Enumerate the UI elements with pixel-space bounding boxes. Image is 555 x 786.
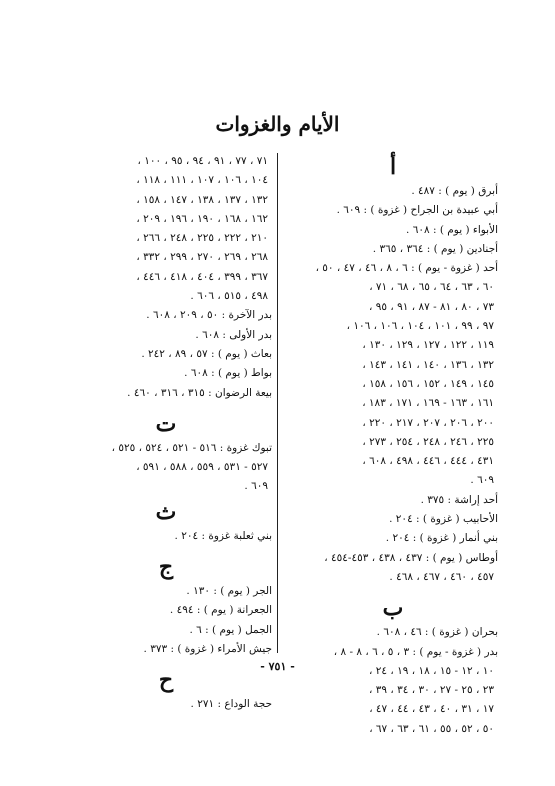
index-entry: ٥٢٧ - ٥٣١ ، ٥٥٩ ، ٥٨٨ ، ٥٩١ ، — [136, 461, 268, 474]
section-letter: ج — [158, 554, 174, 581]
index-entry: بعاث ( يوم ) : ٥٧ ، ٨٩ ، ٢٤٢ . — [141, 347, 272, 360]
column-divider — [277, 153, 278, 653]
index-entry: ٤٣١ ، ٤٤٤ ، ٤٤٦ ، ٤٩٨ ، ٦٠٨ ، — [362, 455, 494, 468]
index-entry: ١٣٢ ، ١٣٧ ، ١٣٨ ، ١٤٧ ، ١٥٨ ، — [136, 193, 268, 206]
index-entry: الجعرانة ( يوم ) : ٤٩٤ . — [169, 604, 272, 617]
index-entry: تبوك غزوة : ٥١٦ - ٥٢١ ، ٥٢٤ ، ٥٢٥ ، — [111, 441, 272, 454]
page-number: - ٧٥١ - — [260, 660, 295, 673]
index-entry: أبي عبيدة بن الجراح ( غزوة ) : ٦٠٩ . — [336, 204, 498, 217]
index-entry: ١٠٤ ، ١٠٦ ، ١٠٧ ، ١١١ ، ١١٨ ، — [136, 174, 268, 187]
page-title: الأيام والغزوات — [215, 112, 340, 136]
index-entry: ٤٥٧ ، ٤٦٠ ، ٤٦٧ ، ٤٦٨ . — [389, 570, 494, 583]
index-entry: الأحابيب ( غزوة ) : ٢٠٤ . — [389, 513, 498, 526]
index-entry: ٤٩٨ ، ٥١٥ ، ٦٠٦ . — [190, 290, 268, 303]
index-entry: ٢١٠ ، ٢٢٢ ، ٢٢٥ ، ٢٤٨ ، ٢٦٦ ، — [136, 232, 268, 245]
index-entry: ٣٦٧ ، ٣٩٩ ، ٤٠٤ ، ٤١٨ ، ٤٤٦ ، — [136, 270, 268, 283]
index-entry: أحد ( غزوة - يوم ) : ٦ ، ٨ ، ٤٦ ، ٤٧ ، ٥٠ ، — [315, 262, 498, 275]
index-entry: ٩٧ ، ٩٩ ، ١٠١ ، ١٠٤ ، ١٠٦ ، ١٠٦ ، — [346, 320, 494, 333]
index-entry: الجر ( يوم ) : ١٣٠ . — [186, 585, 272, 598]
index-entry: ١٦١ ، ١٦٣ - ١٦٩ ، ١٧١ ، ١٨٣ ، — [362, 397, 494, 410]
index-entry: بني ثعلبة غزوة : ٢٠٤ . — [174, 529, 272, 542]
index-entry: بواط ( يوم ) : ٦٠٨ . — [184, 367, 272, 380]
index-entry: جيش الأمراء ( غزوة ) : ٣٧٣ . — [143, 642, 272, 655]
index-entry: ١٧ ، ٣١ ، ٤٠ ، ٤٣ ، ٤٤ ، ٤٧ ، — [369, 703, 494, 716]
index-entry: ١٠ ، ١٢ - ١٥ ، ١٨ ، ١٩ ، ٢٤ ، — [369, 664, 494, 677]
index-entry: بدر الآخرة : ٥٠ ، ٢٠٩ ، ٦٠٨ . — [146, 309, 272, 322]
index-column-left — [60, 152, 272, 715]
index-entry: الجمل ( يوم ) : ٦ . — [189, 623, 272, 636]
index-entry: بني أنمار ( غزوة ) : ٢٠٤ . — [385, 532, 498, 545]
section-letter: ث — [155, 498, 177, 525]
section-letter: ت — [155, 410, 177, 437]
section-letter: ب — [382, 595, 404, 622]
index-entry: ٧٣ ، ٨٠ ، ٨١ - ٨٧ ، ٩١ ، ٩٥ ، — [369, 300, 494, 313]
index-entry: ٦٠٩ . — [470, 474, 494, 487]
index-entry: ٢٢٥ ، ٢٤٦ ، ٢٤٨ ، ٢٥٤ ، ٢٧٣ ، — [362, 435, 494, 448]
section-letter: ح — [158, 667, 174, 694]
index-entry: ١٣٢ ، ١٣٦ ، ١٤٠ ، ١٤١ ، ١٤٣ ، — [362, 358, 494, 371]
index-entry: ٦٠٩ . — [244, 480, 268, 493]
index-entry: ٢٠٠ ، ٢٠٦ ، ٢٠٧ ، ٢١٧ ، ٢٢٠ ، — [362, 416, 494, 429]
index-column-right — [288, 152, 498, 739]
index-entry: ٢٣ ، ٢٥ - ٢٧ ، ٣٠ ، ٣٤ ، ٣٩ ، — [369, 684, 494, 697]
index-entry: ٧١ ، ٧٧ ، ٩١ ، ٩٤ ، ٩٥ ، ١٠٠ ، — [137, 155, 268, 167]
section-letter: أ — [389, 154, 397, 180]
index-entry: حجة الوداع : ٢٧١ . — [190, 698, 272, 711]
index-entry: ٦٠ ، ٦٣ ، ٦٤ ، ٦٥ ، ٦٨ ، ٧١ ، — [369, 281, 494, 294]
index-entry: بدر ( غزوة - يوم ) : ٣ ، ٥ ، ٦ ، ٨ - ٨ ، — [333, 645, 498, 658]
index-entry: ٥٠ ، ٥٢ ، ٥٥ ، ٦١ ، ٦٣ ، ٦٧ ، — [369, 722, 494, 735]
index-entry: بحران ( غزوة ) : ٤٦ ، ٦٠٨ . — [376, 626, 498, 639]
index-entry: ١١٩ ، ١٢٢ ، ١٢٧ ، ١٢٩ ، ١٣٠ ، — [362, 339, 494, 352]
index-entry: ١٤٥ ، ١٤٩ ، ١٥٢ ، ١٥٦ ، ١٥٨ ، — [362, 377, 494, 390]
index-entry: أوطاس ( يوم ) : ٤٣٧ ، ٤٣٨ ، ٤٥٣-٤٥٤ ، — [324, 551, 498, 564]
index-entry: أحد إراشة : ٣٧٥ . — [420, 493, 498, 506]
index-entry: ٢٦٨ ، ٢٦٩ ، ٢٧٠ ، ٢٩٩ ، ٣٣٢ ، — [136, 251, 268, 264]
index-entry: ١٦٢ ، ١٦٨ ، ١٩٠ ، ١٩٦ ، ٢٠٩ ، — [136, 212, 268, 225]
index-entry: الأبواء ( يوم ) : ٦٠٨ . — [406, 223, 498, 236]
index-entry: أجنادين ( يوم ) : ٣٦٤ ، ٣٦٥ . — [372, 242, 498, 255]
index-entry: بدر الأولى : ٦٠٨ . — [195, 328, 272, 341]
index-entry: بيعة الرضوان : ٣١٥ ، ٣١٦ ، ٤٦٠ . — [127, 386, 272, 399]
index-entry: أبرق ( يوم ) : ٤٨٧ . — [411, 185, 498, 197]
